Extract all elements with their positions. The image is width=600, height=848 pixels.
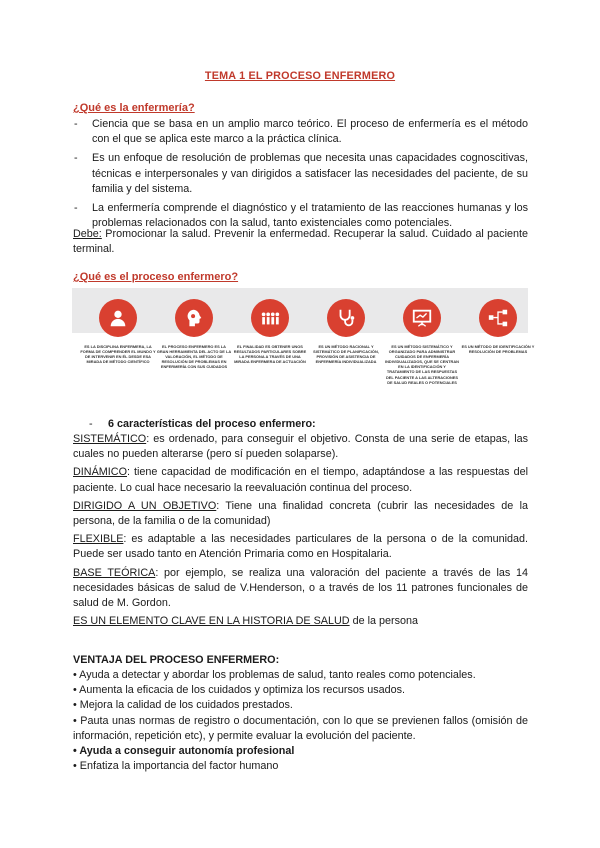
section-heading-proceso: ¿Qué es el proceso enfermero? bbox=[73, 271, 239, 283]
bullet-dash: - bbox=[74, 202, 78, 215]
list-item: • Ayuda a conseguir autonomía profesional bbox=[73, 745, 295, 758]
flowchart-icon bbox=[479, 299, 517, 337]
head-gear-icon bbox=[175, 299, 213, 337]
proceso-infographic bbox=[72, 288, 535, 413]
features-dash: - bbox=[89, 418, 93, 430]
page-title: TEMA 1 EL PROCESO ENFERMERO bbox=[204, 70, 396, 82]
infographic-caption: ES UN MÉTODO SISTEMÁTICO Y ORGANIZADO PARA ADMINISTRAR CUIDADOS DE ENFERMERÍA INDIVIDUALIZADOS, QUE SE CENTRAN EN LA IDENTIFICACIÓN Y TRATAMIENTO DE LAS RESPUESTAS DEL PACIENTE A LAS ALTERACIONES DE SALUD REALES O POTENCIALES bbox=[385, 344, 459, 385]
list-item bbox=[74, 151, 528, 197]
list-item: • Pauta unas normas de registro o documentación, con lo que se previenen fallos (omisión de información, repetición etc), y permite evaluar la evolución del paciente. bbox=[73, 714, 528, 742]
list-item: • Aumenta la eficacia de los cuidados y optimiza los recursos usados. bbox=[73, 684, 406, 697]
feature-label: SISTEMÁTICO bbox=[73, 433, 147, 445]
feature-text: : por ejemplo, se realiza una valoración del paciente a través de las 14 necesidades básicas de salud de V.Henderson, o a través de los 11 patrones funcionales de salud de M. Gordon. bbox=[73, 566, 528, 610]
feature-text: : es ordenado, para conseguir el objetivo. Consta de una serie de etapas, las cuales no pueden alterarse (pero sí pueden solaparse). bbox=[73, 433, 528, 461]
feature-text: de la persona bbox=[349, 615, 419, 628]
list-item bbox=[73, 614, 528, 629]
ventajas-list bbox=[73, 668, 528, 774]
bullet-text: Ciencia que se basa en un amplio marco teórico. El proceso de enfermería es el método con el que se aplica este marco a la práctica clínica. bbox=[92, 118, 528, 146]
bullet-text: Es un enfoque de resolución de problemas que necesita unas capacidades cognoscitivas, técnicas e interpersonales y van dirigidos a satisfacer las necesidades del paciente, de su familia y del sistema. bbox=[92, 152, 528, 195]
list-item bbox=[73, 532, 528, 562]
infographic-caption: ES UN MÉTODO DE IDENTIFICACIÓN Y RESOLUCIÓN DE PROBLEMAS bbox=[461, 344, 535, 355]
debe-text: Promocionar la salud. Prevenir la enfermedad. Recuperar la salud. Cuidado al paciente terminal. bbox=[73, 228, 528, 256]
presentation-icon bbox=[403, 299, 441, 337]
infographic-caption: EL PROCESO ENFERMERO ES LA GRAN HERRAMIENTA DEL ACTO DE LA VALORACIÓN, EL MÉTODO DE RESOLUCIÓN DE PROBLEMAS EN ENFERMERÍA CON SUS CUIDADOS bbox=[156, 344, 232, 370]
section-heading-enfermeria: ¿Qué es la enfermería? bbox=[73, 102, 195, 114]
feature-text: : Tiene una finalidad concreta (cubrir las necesidades de la persona, de la familia o de la comunidad) bbox=[73, 499, 528, 528]
stethoscope-icon bbox=[327, 299, 365, 337]
infographic-caption: ES UN MÉTODO RACIONAL Y SISTEMÁTICO DE PLANIFICACIÓN, PROVISIÓN DE ASISTENCIA DE ENFERMERÍA INDIVIDUALIZADA bbox=[313, 344, 379, 365]
feature-text: : es adaptable a las necesidades particulares de la persona o de la comunidad. Puede ser usado tanto en Atención Primaria como en Hospitalaria. bbox=[73, 533, 528, 561]
debe-label: Debe: bbox=[73, 228, 102, 240]
ventajas-heading: VENTAJA DEL PROCESO ENFERMERO: bbox=[73, 654, 280, 666]
list-item: • Enfatiza la importancia del factor humano bbox=[73, 760, 279, 773]
person-icon bbox=[99, 299, 137, 337]
list-item bbox=[74, 117, 528, 147]
features-heading: 6 características del proceso enfermero: bbox=[108, 418, 316, 430]
list-item bbox=[73, 432, 528, 462]
feature-label: FLEXIBLE bbox=[73, 533, 124, 546]
bullet-dash: - bbox=[74, 152, 78, 165]
infographic-band bbox=[72, 288, 528, 333]
features-list bbox=[73, 432, 528, 632]
list-item: • Ayuda a detectar y abordar los problemas de salud, tanto reales como potenciales. bbox=[73, 669, 476, 681]
feature-label: DIRIGIDO A UN OBJETIVO bbox=[73, 499, 217, 512]
list-item: • Mejora la calidad de los cuidados prestados. bbox=[73, 699, 293, 712]
feature-label: BASE TEÓRICA bbox=[73, 566, 156, 579]
people-icon bbox=[251, 299, 289, 337]
list-item bbox=[73, 499, 528, 529]
list-item bbox=[73, 465, 528, 495]
infographic-caption: EL FINALIDAD ES OBTENER UNOS RESULTADOS PARTICULARES SOBRE LA PERSONA A TRAVÉS DE UNA MIRADA ENFERMERA DE ACTUACIÓN bbox=[233, 344, 307, 365]
bullet-dash: - bbox=[74, 118, 78, 130]
list-item bbox=[73, 566, 528, 612]
bullet-text: La enfermería comprende el diagnóstico y el tratamiento de las reacciones humanas y los problemas relacionados con la salud, tanto existenciales como potenciales. bbox=[92, 202, 528, 230]
feature-text: : tiene capacidad de modificación en el tiempo, adaptándose a las respuestas del paciente. Lo cual hace necesario la reevaluación continua del proceso. bbox=[73, 466, 528, 494]
feature-label: ES UN ELEMENTO CLAVE EN LA HISTORIA DE SALUD bbox=[73, 615, 350, 628]
debe-paragraph bbox=[73, 227, 528, 257]
infographic-caption: ES LA DISCIPLINA ENFERMERA, LA FORMA DE COMPRENDER EL MUNDO Y DE INTERVENIR EN ÉL DESDE ESA MIRADA DE MÉTODO CIENTÍFICO bbox=[80, 344, 156, 365]
feature-label: DINÁMICO bbox=[73, 466, 127, 479]
